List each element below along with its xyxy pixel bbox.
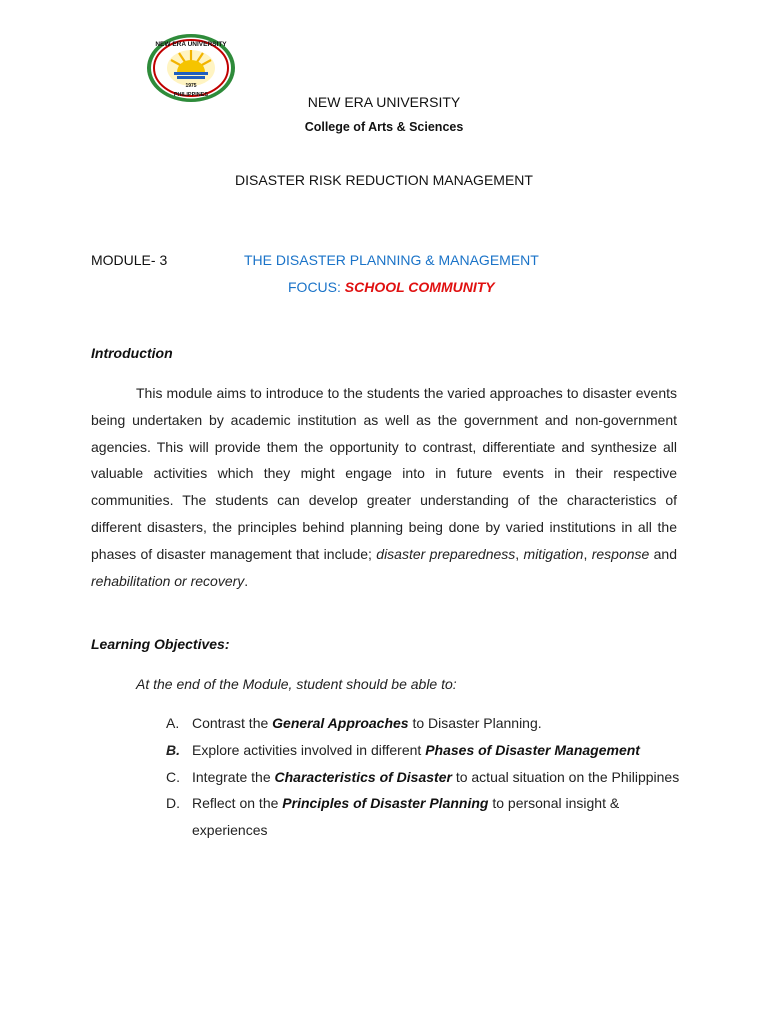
module-title: THE DISASTER PLANNING & MANAGEMENT [244, 252, 539, 268]
objective-emphasis: Phases of Disaster Management [425, 741, 640, 758]
objective-item-c [166, 764, 686, 791]
objective-item-d [166, 790, 686, 844]
separator: , [583, 545, 592, 562]
objective-letter: C. [166, 768, 180, 785]
separator: , [515, 545, 524, 562]
module-label: MODULE- 3 [91, 252, 168, 268]
introduction-text: This module aims to introduce to the students the varied approaches to disaster events being undertaken by academic institution as well as the government and non-government agencies. This will provide them the opportunity to contrast, differentiate and synthesize all valuable activities which they might engage into in future events in their respective communities. The students can develop greater understanding of the characteristics of different disasters, the principles behind planning being done by varied institutions in all the phases of disaster management that include; [91, 385, 677, 562]
objective-text: to personal insight & experiences [192, 795, 620, 839]
objective-text: to Disaster Planning. [408, 715, 542, 731]
svg-text:NEW ERA UNIVERSITY: NEW ERA UNIVERSITY [155, 41, 227, 48]
introduction-heading: Introduction [91, 345, 173, 361]
objective-text: to actual situation on the Philippines [451, 768, 680, 785]
objective-letter: D. [166, 795, 180, 812]
objective-text: Explore activities involved in different [192, 741, 426, 758]
phase-preparedness: disaster preparedness [376, 545, 516, 562]
college-name: College of Arts & Sciences [304, 120, 464, 134]
svg-text:1975: 1975 [185, 83, 197, 89]
objective-emphasis: Principles of Disaster Planning [282, 795, 489, 812]
objectives-heading: Learning Objectives: [91, 636, 230, 652]
focus-label: FOCUS: [288, 279, 341, 295]
course-title: DISASTER RISK REDUCTION MANAGEMENT [235, 172, 533, 188]
introduction-paragraph [91, 380, 677, 594]
objectives-lead: At the end of the Module, student should be able to: [136, 676, 457, 692]
objective-emphasis: General Approaches [272, 715, 409, 731]
phase-response: response [591, 545, 650, 562]
objective-letter: B. [166, 741, 180, 758]
separator: and [649, 545, 678, 562]
phase-rehabilitation: rehabilitation or recovery [91, 572, 245, 589]
paragraph-end: . [244, 572, 249, 589]
objectives-list [166, 710, 686, 844]
objective-item-a [166, 710, 686, 737]
phase-mitigation: mitigation [523, 545, 584, 562]
svg-text:PHILIPPINES: PHILIPPINES [173, 92, 209, 98]
objective-text: Integrate the [192, 768, 275, 785]
objective-letter: A. [166, 715, 180, 731]
university-name: NEW ERA UNIVERSITY [307, 94, 461, 110]
objective-emphasis: Characteristics of Disaster [274, 768, 452, 785]
university-seal-logo [146, 33, 236, 103]
focus-value: SCHOOL COMMUNITY [344, 279, 495, 295]
objective-text: Contrast the [192, 715, 273, 731]
objective-item-b [166, 737, 686, 764]
objective-text: Reflect on the [192, 795, 283, 812]
module-focus [288, 279, 495, 295]
